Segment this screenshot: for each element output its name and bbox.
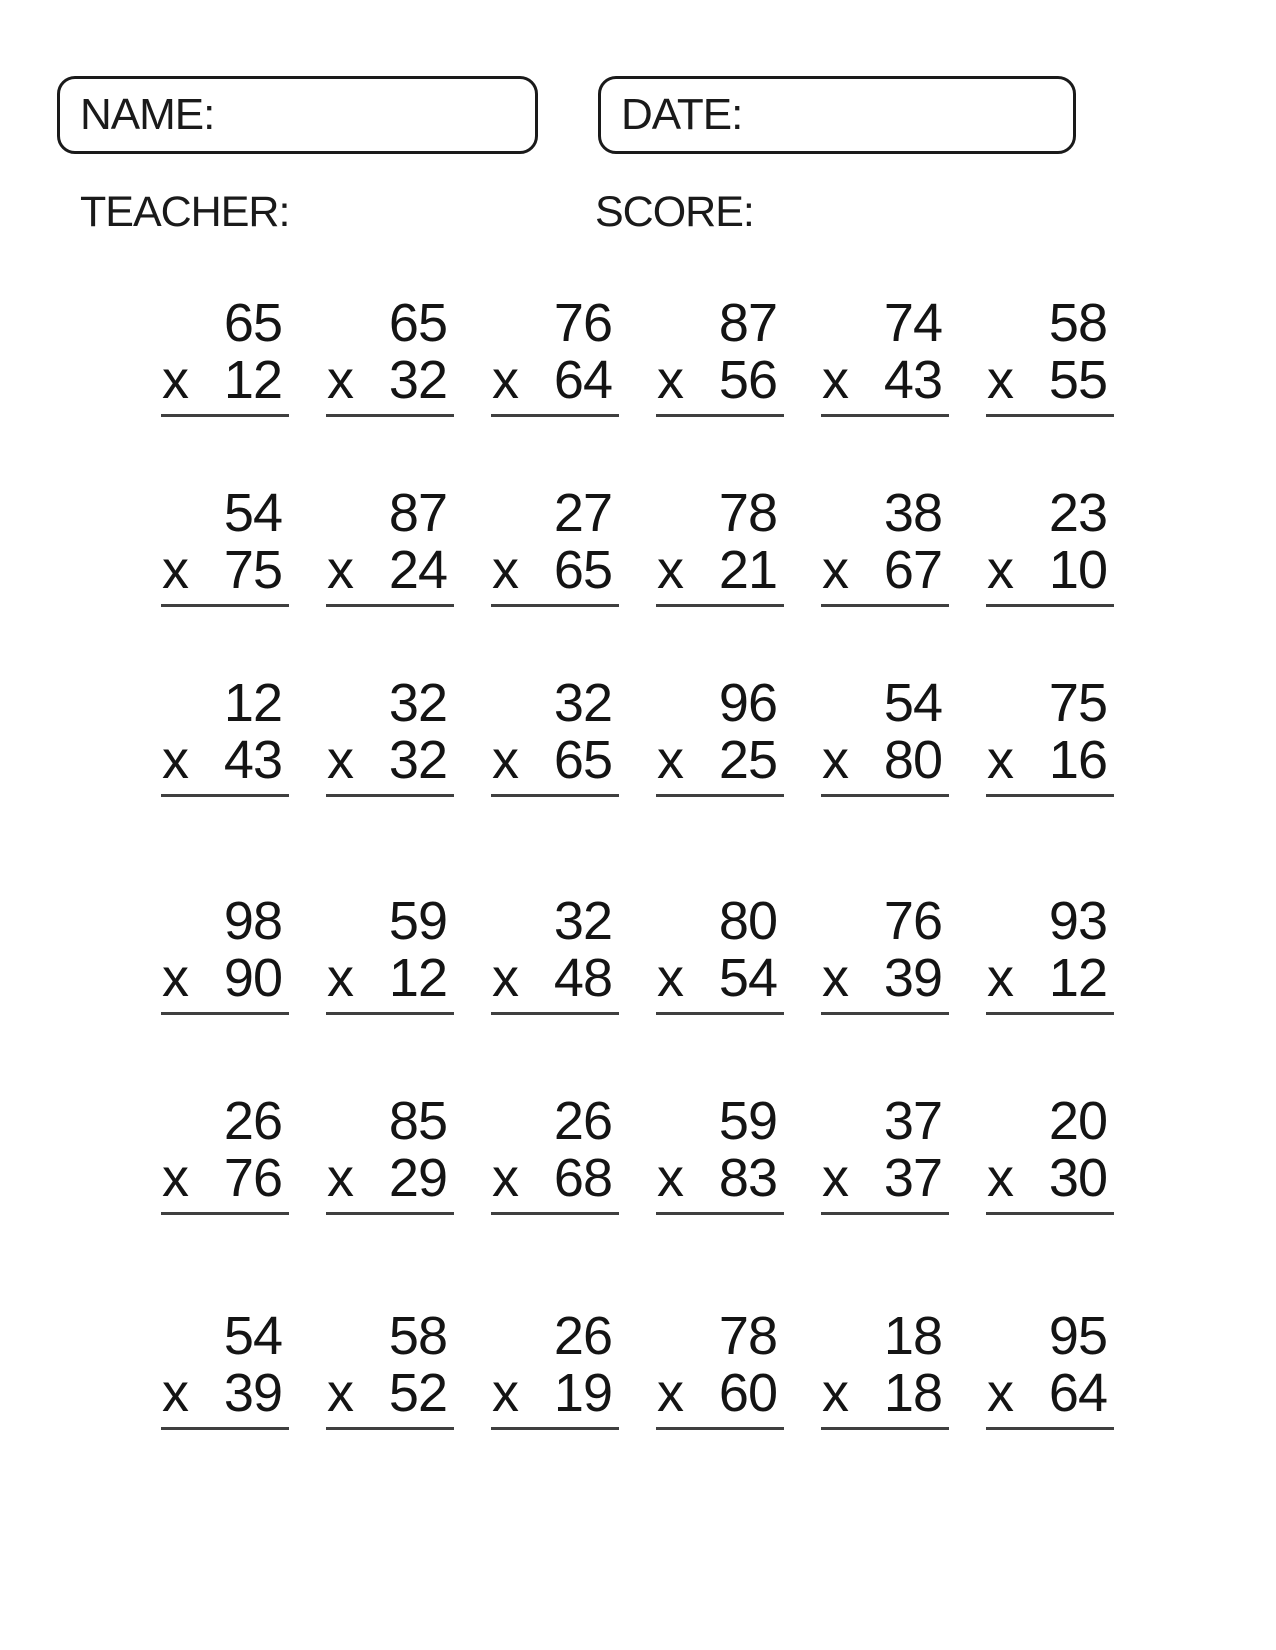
multiplier-row bbox=[491, 732, 619, 797]
multiplier: 75 bbox=[223, 540, 282, 601]
multiplication-problem bbox=[491, 893, 619, 1015]
multiply-operator: x bbox=[492, 540, 518, 601]
problem-row bbox=[161, 675, 1114, 797]
multiplier-row bbox=[821, 1365, 949, 1430]
multiplier: 52 bbox=[388, 1363, 447, 1424]
multiplication-problem bbox=[656, 1093, 784, 1215]
multiplicand: 76 bbox=[883, 891, 942, 951]
multiplier: 39 bbox=[223, 1363, 282, 1424]
date-label: DATE: bbox=[621, 90, 743, 139]
multiply-operator: x bbox=[657, 948, 683, 1009]
multiply-operator: x bbox=[492, 1363, 518, 1424]
multiplication-problem bbox=[491, 1308, 619, 1430]
multiplier-row bbox=[821, 1150, 949, 1215]
multiplier: 16 bbox=[1048, 730, 1107, 791]
multiplicand: 76 bbox=[553, 293, 612, 353]
multiplication-problem bbox=[821, 295, 949, 417]
multiplier: 32 bbox=[388, 730, 447, 791]
multiplication-problem bbox=[326, 1093, 454, 1215]
multiplier: 10 bbox=[1048, 540, 1107, 601]
multiplier-row bbox=[491, 1150, 619, 1215]
multiply-operator: x bbox=[162, 350, 188, 411]
multiplier-row bbox=[161, 1365, 289, 1430]
multiplicand: 32 bbox=[388, 673, 447, 733]
multiplier: 64 bbox=[1048, 1363, 1107, 1424]
multiplier-row bbox=[656, 732, 784, 797]
multiplier-row bbox=[986, 352, 1114, 417]
multiplier: 56 bbox=[718, 350, 777, 411]
multiplier: 19 bbox=[553, 1363, 612, 1424]
multiplier-row bbox=[491, 950, 619, 1015]
multiplier: 65 bbox=[553, 730, 612, 791]
multiplication-problem bbox=[986, 1093, 1114, 1215]
multiplier: 60 bbox=[718, 1363, 777, 1424]
problem-row bbox=[161, 1308, 1114, 1430]
multiply-operator: x bbox=[657, 1363, 683, 1424]
multiplication-problem bbox=[656, 295, 784, 417]
multiply-operator: x bbox=[657, 350, 683, 411]
problem-row bbox=[161, 295, 1114, 417]
multiplication-problem bbox=[986, 1308, 1114, 1430]
multiplicand: 32 bbox=[553, 673, 612, 733]
multiplicand: 59 bbox=[718, 1091, 777, 1151]
multiplication-problem bbox=[656, 485, 784, 607]
multiply-operator: x bbox=[822, 350, 848, 411]
multiplicand: 78 bbox=[718, 1306, 777, 1366]
multiplier: 90 bbox=[223, 948, 282, 1009]
multiplication-problem bbox=[821, 675, 949, 797]
multiplication-problem bbox=[161, 1308, 289, 1430]
multiplier: 18 bbox=[883, 1363, 942, 1424]
multiplication-problem bbox=[491, 485, 619, 607]
multiplication-problem bbox=[326, 1308, 454, 1430]
multiplier-row bbox=[656, 1365, 784, 1430]
multiply-operator: x bbox=[327, 350, 353, 411]
multiplication-problem bbox=[656, 893, 784, 1015]
multiplier-row bbox=[656, 352, 784, 417]
multiplicand: 26 bbox=[553, 1306, 612, 1366]
multiplier-row bbox=[326, 1150, 454, 1215]
multiply-operator: x bbox=[162, 948, 188, 1009]
multiplicand: 38 bbox=[883, 483, 942, 543]
multiplicand: 65 bbox=[388, 293, 447, 353]
multiplicand: 18 bbox=[883, 1306, 942, 1366]
multiplication-problem bbox=[161, 485, 289, 607]
multiplicand: 98 bbox=[223, 891, 282, 951]
multiplier: 37 bbox=[883, 1148, 942, 1209]
multiplier: 12 bbox=[1048, 948, 1107, 1009]
multiplier: 24 bbox=[388, 540, 447, 601]
multiplier-row bbox=[821, 352, 949, 417]
multiplier-row bbox=[161, 542, 289, 607]
multiplicand: 58 bbox=[388, 1306, 447, 1366]
multiplier: 64 bbox=[553, 350, 612, 411]
multiplication-problem bbox=[986, 295, 1114, 417]
multiplicand: 75 bbox=[1048, 673, 1107, 733]
multiplicand: 87 bbox=[388, 483, 447, 543]
multiplicand: 87 bbox=[718, 293, 777, 353]
multiplication-problem bbox=[326, 893, 454, 1015]
multiply-operator: x bbox=[822, 1148, 848, 1209]
multiply-operator: x bbox=[822, 540, 848, 601]
multiplicand: 96 bbox=[718, 673, 777, 733]
multiplicand: 95 bbox=[1048, 1306, 1107, 1366]
multiply-operator: x bbox=[657, 730, 683, 791]
multiplier: 55 bbox=[1048, 350, 1107, 411]
multiplier-row bbox=[986, 732, 1114, 797]
multiplier-row bbox=[326, 732, 454, 797]
multiply-operator: x bbox=[162, 730, 188, 791]
multiply-operator: x bbox=[987, 1148, 1013, 1209]
multiply-operator: x bbox=[987, 730, 1013, 791]
multiplication-problem bbox=[821, 1093, 949, 1215]
multiplicand: 54 bbox=[223, 1306, 282, 1366]
multiplier-row bbox=[491, 1365, 619, 1430]
multiplier-row bbox=[161, 732, 289, 797]
multiplicand: 37 bbox=[883, 1091, 942, 1151]
multiply-operator: x bbox=[327, 948, 353, 1009]
problem-row bbox=[161, 485, 1114, 607]
multiplier: 76 bbox=[223, 1148, 282, 1209]
multiplier: 32 bbox=[388, 350, 447, 411]
multiplier-row bbox=[821, 732, 949, 797]
multiplicand: 78 bbox=[718, 483, 777, 543]
problem-row bbox=[161, 893, 1114, 1015]
multiply-operator: x bbox=[987, 350, 1013, 411]
multiplier-row bbox=[821, 542, 949, 607]
multiplication-problem bbox=[821, 893, 949, 1015]
multiply-operator: x bbox=[492, 730, 518, 791]
multiplication-problem bbox=[821, 485, 949, 607]
multiplier-row bbox=[986, 1150, 1114, 1215]
multiplication-problem bbox=[491, 295, 619, 417]
multiplier: 21 bbox=[718, 540, 777, 601]
multiply-operator: x bbox=[987, 948, 1013, 1009]
multiplication-problem bbox=[491, 675, 619, 797]
multiplier-row bbox=[986, 542, 1114, 607]
name-label: NAME: bbox=[80, 90, 215, 139]
multiplier: 65 bbox=[553, 540, 612, 601]
problem-row bbox=[161, 1093, 1114, 1215]
multiply-operator: x bbox=[822, 948, 848, 1009]
multiplier: 48 bbox=[553, 948, 612, 1009]
multiplicand: 54 bbox=[223, 483, 282, 543]
multiplier-row bbox=[986, 1365, 1114, 1430]
multiplicand: 58 bbox=[1048, 293, 1107, 353]
multiplication-problem bbox=[656, 675, 784, 797]
multiplier-row bbox=[326, 1365, 454, 1430]
multiply-operator: x bbox=[327, 1363, 353, 1424]
multiplication-problem bbox=[986, 893, 1114, 1015]
multiplicand: 27 bbox=[553, 483, 612, 543]
multiplicand: 74 bbox=[883, 293, 942, 353]
multiply-operator: x bbox=[162, 1148, 188, 1209]
multiplier: 30 bbox=[1048, 1148, 1107, 1209]
multiplicand: 12 bbox=[223, 673, 282, 733]
multiplication-problem bbox=[326, 485, 454, 607]
multiplicand: 59 bbox=[388, 891, 447, 951]
multiply-operator: x bbox=[162, 540, 188, 601]
multiply-operator: x bbox=[987, 540, 1013, 601]
multiplier-row bbox=[656, 1150, 784, 1215]
multiplier-row bbox=[326, 542, 454, 607]
multiplier: 68 bbox=[553, 1148, 612, 1209]
multiplier: 67 bbox=[883, 540, 942, 601]
multiply-operator: x bbox=[492, 350, 518, 411]
multiplier: 54 bbox=[718, 948, 777, 1009]
multiplier-row bbox=[491, 352, 619, 417]
multiplier: 12 bbox=[223, 350, 282, 411]
multiply-operator: x bbox=[162, 1363, 188, 1424]
multiplication-problem bbox=[326, 295, 454, 417]
multiplicand: 26 bbox=[223, 1091, 282, 1151]
multiplication-problem bbox=[986, 485, 1114, 607]
multiplier: 83 bbox=[718, 1148, 777, 1209]
multiplier-row bbox=[161, 352, 289, 417]
multiply-operator: x bbox=[492, 1148, 518, 1209]
multiplication-problem bbox=[326, 675, 454, 797]
multiply-operator: x bbox=[492, 948, 518, 1009]
multiplicand: 65 bbox=[223, 293, 282, 353]
score-label: SCORE: bbox=[595, 188, 754, 236]
multiplier: 80 bbox=[883, 730, 942, 791]
multiplicand: 20 bbox=[1048, 1091, 1107, 1151]
multiplicand: 54 bbox=[883, 673, 942, 733]
multiply-operator: x bbox=[327, 1148, 353, 1209]
multiplication-problem bbox=[656, 1308, 784, 1430]
multiplicand: 32 bbox=[553, 891, 612, 951]
multiplier-row bbox=[821, 950, 949, 1015]
multiplication-problem bbox=[161, 1093, 289, 1215]
multiplication-problem bbox=[986, 675, 1114, 797]
multiply-operator: x bbox=[327, 730, 353, 791]
multiplicand: 85 bbox=[388, 1091, 447, 1151]
multiplier-row bbox=[326, 352, 454, 417]
multiply-operator: x bbox=[987, 1363, 1013, 1424]
multiplication-problem bbox=[161, 893, 289, 1015]
multiplier-row bbox=[326, 950, 454, 1015]
multiplier-row bbox=[656, 950, 784, 1015]
multiplier-row bbox=[491, 542, 619, 607]
multiply-operator: x bbox=[822, 1363, 848, 1424]
multiplicand: 80 bbox=[718, 891, 777, 951]
teacher-label: TEACHER: bbox=[80, 188, 290, 236]
multiplier-row bbox=[986, 950, 1114, 1015]
multiplication-problem bbox=[821, 1308, 949, 1430]
multiplicand: 93 bbox=[1048, 891, 1107, 951]
multiplicand: 23 bbox=[1048, 483, 1107, 543]
multiply-operator: x bbox=[657, 540, 683, 601]
multiply-operator: x bbox=[657, 1148, 683, 1209]
multiplier-row bbox=[161, 1150, 289, 1215]
multiply-operator: x bbox=[822, 730, 848, 791]
multiplication-problem bbox=[491, 1093, 619, 1215]
multiply-operator: x bbox=[327, 540, 353, 601]
multiplier: 25 bbox=[718, 730, 777, 791]
multiplier: 12 bbox=[388, 948, 447, 1009]
multiplier: 29 bbox=[388, 1148, 447, 1209]
multiplier: 43 bbox=[883, 350, 942, 411]
multiplier: 43 bbox=[223, 730, 282, 791]
multiplication-problem bbox=[161, 295, 289, 417]
multiplier: 39 bbox=[883, 948, 942, 1009]
multiplier-row bbox=[656, 542, 784, 607]
multiplication-problem bbox=[161, 675, 289, 797]
multiplicand: 26 bbox=[553, 1091, 612, 1151]
multiplier-row bbox=[161, 950, 289, 1015]
